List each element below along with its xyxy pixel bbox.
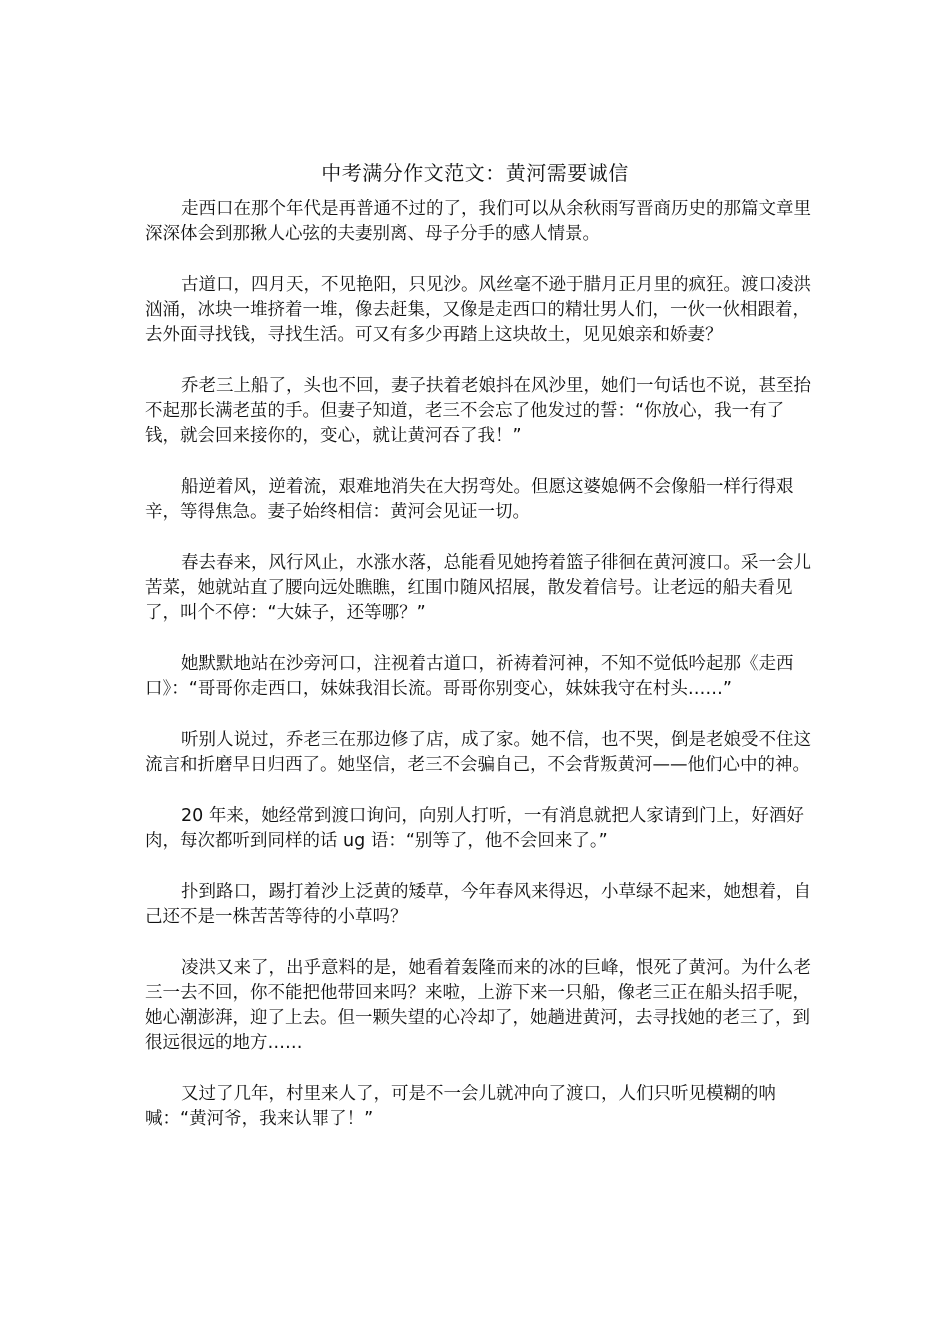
document-body — [145, 197, 815, 1158]
document-title: 中考满分作文范文：黄河需要诚信 — [321, 161, 629, 185]
paragraph: 20 年来，她经常到渡口询问，向别人打听，一有消息就把人家请到门上，好酒好肉，每次都听到同样的话 ug 语：“别等了，他不会回来了。” — [145, 806, 804, 851]
paragraph: 听别人说过，乔老三在那边修了店，成了家。她不信，也不哭，倒是老娘受不住这流言和折磨早日归西了。她坚信，老三不会骗自己，不会背叛黄河——他们心中的神。 — [145, 730, 811, 775]
paragraph: 扑到路口，踢打着沙上泛黄的矮草，今年春风来得迟，小草绿不起来，她想着，自己还不是一株苦苦等待的小草吗？ — [145, 882, 811, 927]
paragraph: 又过了几年，村里来人了，可是不一会儿就冲向了渡口，人们只听见模糊的呐喊：“黄河爷，我来认罪了！” — [145, 1084, 776, 1129]
paragraph: 乔老三上船了，头也不回，妻子扶着老娘抖在风沙里，她们一句话也不说，甚至抬不起那长满老茧的手。但妻子知道，老三不会忘了他发过的誓：“你放心，我一有了钱，就会回来接你的，变心，就让黄河吞了我！” — [145, 376, 811, 446]
paragraph: 船逆着风，逆着流，艰难地消失在大拐弯处。但愿这婆媳俩不会像船一样行得艰辛，等得焦急。妻子始终相信：黄河会见证一切。 — [145, 477, 794, 522]
paragraph: 春去春来，风行风止，水涨水落，总能看见她挎着篮子徘徊在黄河渡口。采一会儿苦菜，她就站直了腰向远处瞧瞧，红围巾随风招展，散发着信号。让老远的船夫看见了，叫个不停：“大妹子，还等哪？” — [145, 553, 811, 623]
paragraph: 古道口，四月天，不见艳阳，只见沙。风丝毫不逊于腊月正月里的疯狂。渡口凌洪汹涌，冰块一堆挤着一堆，像去赶集，又像是走西口的精壮男人们，一伙一伙相跟着，去外面寻找钱，寻找生活。可又有多少再踏上这块故土，见见娘亲和娇妻？ — [145, 275, 811, 345]
paragraph: 她默默地站在沙旁河口，注视着古道口，祈祷着河神，不知不觉低吟起那《走西口》：“哥哥你走西口，妹妹我泪长流。哥哥你别变心，妹妹我守在村头……” — [145, 654, 794, 699]
paragraph: 走西口在那个年代是再普通不过的了，我们可以从余秋雨写晋商历史的那篇文章里深深体会到那揪人心弦的夫妻别离、母子分手的感人情景。 — [145, 199, 811, 244]
paragraph: 凌洪又来了，出乎意料的是，她看着轰隆而来的冰的巨峰，恨死了黄河。为什么老三一去不回，你不能把他带回来吗？来啦，上游下来一只船，像老三正在船头招手呢，她心潮澎湃，迎了上去。但一颗失望的心冷却了，她趟进黄河，去寻找她的老三了，到很远很远的地方…… — [145, 958, 811, 1053]
